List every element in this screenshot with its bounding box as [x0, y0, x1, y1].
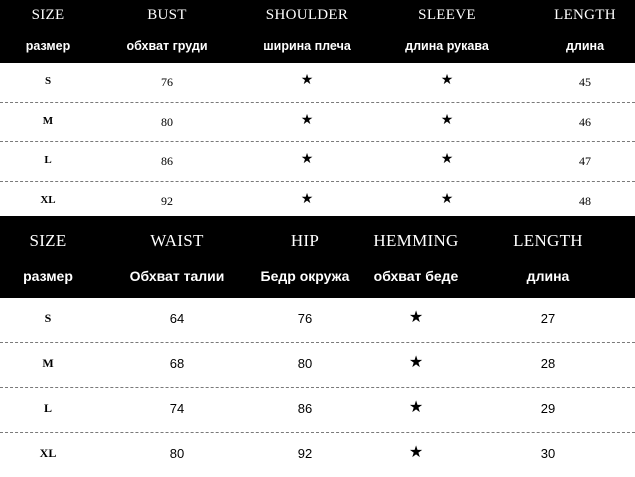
hip-cell: 76 [297, 311, 313, 326]
header-waist-en: WAIST [150, 231, 204, 250]
header-length-en: LENGTH [513, 231, 583, 250]
length-cell: 27 [540, 311, 556, 326]
table-row [0, 343, 635, 388]
waist-cell: 64 [169, 311, 185, 326]
top-size-table [0, 0, 635, 220]
star-icon: ★ [408, 354, 424, 371]
star-icon: ★ [300, 73, 314, 88]
top-table-header [0, 0, 635, 63]
header-bust-en: BUST [147, 7, 187, 23]
length-cell: 28 [540, 356, 556, 371]
star-icon: ★ [408, 444, 424, 461]
header-length-ru: длина [565, 39, 605, 53]
size-cell: L [44, 154, 52, 166]
size-cell: M [42, 356, 54, 370]
star-icon: ★ [440, 191, 454, 207]
header-length-en: LENGTH [554, 7, 616, 23]
bust-cell: 80 [161, 114, 173, 129]
length-cell: 30 [540, 446, 556, 461]
table-row [0, 142, 635, 182]
header-hemming-en: HEMMING [373, 231, 459, 250]
header-sleeve-en: SLEEVE [418, 7, 476, 23]
size-cell: L [43, 401, 53, 415]
hip-cell: 86 [297, 401, 313, 416]
header-waist-ru: Обхват талии [129, 268, 225, 284]
hip-cell: 92 [297, 446, 313, 461]
table-row [0, 182, 635, 221]
bottom-size-table [0, 216, 635, 477]
size-cell: XL [39, 446, 57, 460]
star-icon: ★ [440, 112, 454, 128]
size-cell: S [44, 311, 52, 325]
hip-cell: 80 [297, 356, 313, 371]
bottom-table-header [0, 216, 635, 298]
length-cell: 46 [579, 114, 591, 129]
length-cell: 47 [579, 154, 591, 168]
star-icon: ★ [408, 309, 424, 326]
star-icon: ★ [440, 73, 454, 88]
table-row [0, 298, 635, 343]
table-row [0, 388, 635, 433]
star-icon: ★ [300, 152, 314, 167]
star-icon: ★ [300, 112, 314, 128]
header-size-en: SIZE [29, 231, 67, 250]
star-icon: ★ [300, 191, 314, 207]
header-shoulder-en: SHOULDER [265, 7, 349, 23]
header-size-ru: размер [23, 268, 73, 284]
header-sleeve-ru: длина рукава [405, 39, 489, 53]
header-length-ru: длина [526, 268, 570, 284]
bust-cell: 76 [161, 75, 173, 89]
length-cell: 29 [540, 401, 556, 416]
header-hip-en: HIP [290, 231, 320, 250]
star-icon: ★ [440, 152, 454, 167]
header-hip-ru: Бедр окружа [260, 268, 350, 284]
header-size-en: SIZE [31, 7, 65, 23]
length-cell: 48 [579, 193, 591, 208]
header-shoulder-ru: ширина плеча [263, 39, 351, 53]
size-cell: S [44, 75, 52, 87]
table-row [0, 433, 635, 477]
waist-cell: 80 [169, 446, 185, 461]
waist-cell: 74 [169, 401, 185, 416]
header-hemming-ru: обхват беде [373, 268, 459, 284]
header-bust-ru: обхват груди [126, 39, 208, 53]
waist-cell: 68 [169, 356, 185, 371]
header-size-ru: размер [25, 39, 71, 53]
star-icon: ★ [408, 399, 424, 416]
table-row [0, 103, 635, 143]
size-cell: XL [40, 193, 56, 206]
bust-cell: 86 [161, 154, 173, 168]
table-row [0, 63, 635, 103]
length-cell: 45 [579, 75, 591, 89]
size-cell: M [42, 114, 54, 127]
bust-cell: 92 [161, 193, 173, 208]
